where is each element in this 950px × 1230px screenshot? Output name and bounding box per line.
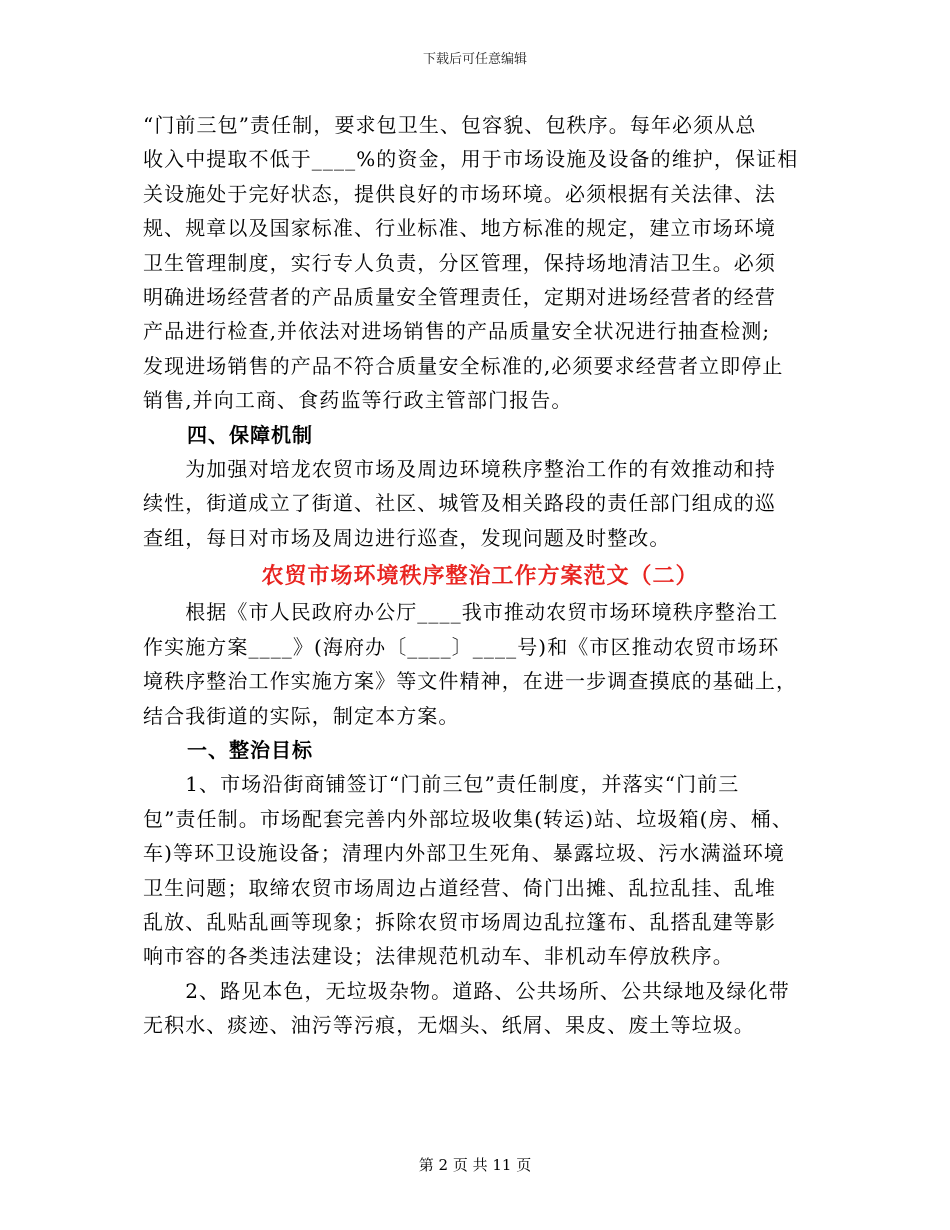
text-line: 响市容的各类违法建设；法律规范机动车、非机动车停放秩序。 (143, 944, 734, 969)
text-line: 乱放、乱贴乱画等现象；拆除农贸市场周边乱拉篷布、乱搭乱建等影 (143, 909, 776, 934)
text-line: 卫生管理制度，实行专人负责，分区管理，保持场地清洁卫生。必须 (143, 250, 776, 275)
paragraph-safeguard (143, 452, 817, 555)
text-line: 续性，街道成立了街道、社区、城管及相关路段的责任部门组成的巡 (143, 491, 776, 516)
text-line: 收入中提取不低于____%的资金，用于市场设施及设备的维护，保证相 (143, 147, 799, 172)
text-line: 发现进场销售的产品不符合质量安全标准的,必须要求经营者立即停止 (143, 353, 784, 378)
text-line: 销售,并向工商、食药监等行政主管部门报告。 (143, 388, 573, 413)
section-heading-goals: 一、整治目标 (187, 737, 313, 762)
text-line: 作实施方案____》(海府办〔____〕____号)和《市区推动农贸市场环 (143, 634, 780, 659)
text-line: “门前三包”责任制，要求包卫生、包容貌、包秩序。每年必须从总 (143, 113, 757, 137)
text-line: 明确进场经营者的产品质量安全管理责任，定期对进场经营者的经营 (143, 285, 776, 310)
document-body (143, 108, 817, 1043)
page-footer: 第 2 页 共 11 页 (418, 1156, 532, 1174)
text-line: 根据《市人民政府办公厅____我市推动农贸市场环境秩序整治工 (143, 600, 779, 625)
text-line: 1、市场沿街商铺签订“门前三包”责任制度，并落实“门前三 (143, 772, 740, 797)
document-title: 农贸市场环境秩序整治工作方案范文（二） (261, 563, 699, 590)
paragraph-intro (143, 595, 817, 733)
page-header: 下载后可任意编辑 (422, 52, 527, 67)
text-line: 查组，每日对市场及周边进行巡查，发现问题及时整改。 (143, 525, 671, 550)
text-line: 车)等环卫设施设备；清理内外部卫生死角、暴露垃圾、污水满溢环境 (143, 841, 785, 866)
paragraph-goal-1 (143, 767, 817, 973)
text-line: 2、路见本色，无垃圾杂物。道路、公共场所、公共绿地及绿化带 (143, 978, 790, 1003)
text-line: 为加强对培龙农贸市场及周边环境秩序整治工作的有效推动和持 (143, 457, 776, 482)
text-line: 境秩序整治工作实施方案》等文件精神，在进一步调查摸底的基础上， (143, 669, 798, 694)
text-line: 包”责任制。市场配套完善内外部垃圾收集(转运)站、垃圾箱(房、桶、 (143, 806, 793, 831)
text-line: 结合我街道的实际，制定本方案。 (143, 703, 460, 728)
section-heading-safeguard: 四、保障机制 (187, 422, 313, 447)
text-line: 产品进行检查,并依法对进场销售的产品质量安全状况进行抽查检测; (143, 319, 771, 344)
text-line: 无积水、痰迹、油污等污痕，无烟头、纸屑、果皮、废土等垃圾。 (143, 1013, 755, 1038)
paragraph-goal-2 (143, 974, 817, 1043)
text-line: 关设施处于完好状态，提供良好的市场环境。必须根据有关法律、法 (143, 181, 776, 206)
paragraph-sanitation-responsibility (143, 108, 817, 418)
text-line: 卫生问题；取缔农贸市场周边占道经营、倚门出摊、乱拉乱挂、乱堆 (143, 875, 776, 900)
text-line: 规、规章以及国家标准、行业标准、地方标准的规定，建立市场环境 (143, 216, 776, 241)
